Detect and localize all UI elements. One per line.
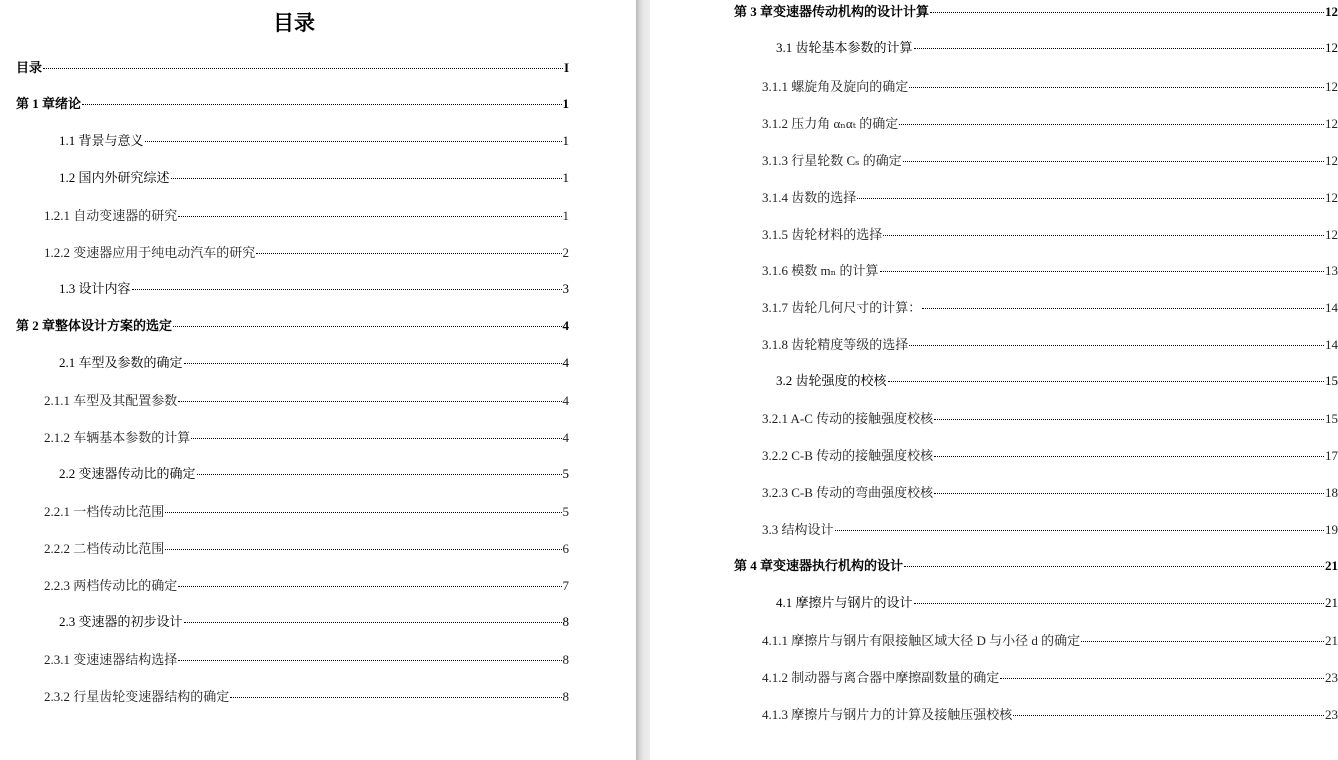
- toc-entry-page-number: 12: [1325, 116, 1338, 131]
- dot-leader: [914, 48, 1324, 49]
- toc-entry-label: 4.1.1 摩擦片与钢片有限接触区域大径 D 与小径 d 的确定: [762, 633, 1081, 648]
- toc-entry-1-2-2[interactable]: [44, 243, 569, 263]
- toc-entry-2-3[interactable]: [59, 612, 569, 632]
- toc-entry-label: 2.3 变速器的初步设计: [59, 614, 183, 629]
- dot-leader: [178, 216, 561, 217]
- toc-entry-page-number: 21: [1325, 633, 1338, 648]
- toc-entry-3-1-8[interactable]: [762, 335, 1338, 355]
- dot-leader: [904, 566, 1324, 567]
- toc-entry-page-number: 1: [562, 208, 569, 223]
- dot-leader: [165, 512, 561, 513]
- page-title: 目录: [273, 11, 315, 35]
- toc-entry-1-3[interactable]: [59, 279, 569, 299]
- toc-entry-2-2[interactable]: [59, 464, 569, 484]
- toc-entry-chapter-4[interactable]: [734, 556, 1338, 576]
- toc-entry-page-number: 14: [1325, 337, 1338, 352]
- toc-entry-4-1-1[interactable]: [762, 631, 1338, 651]
- toc-entry-label: 2.3.1 变速速器结构选择: [44, 652, 178, 667]
- toc-entry-label: 3.2.1 A-C 传动的接触强度校核: [762, 411, 934, 426]
- toc-entry-page-number: 8: [562, 652, 569, 667]
- toc-entry-3-1-6[interactable]: [762, 261, 1338, 281]
- dot-leader: [909, 87, 1324, 88]
- toc-entry-page-number: 23: [1325, 707, 1338, 722]
- dot-leader: [82, 104, 561, 105]
- toc-entry-4-1-2[interactable]: [762, 668, 1338, 688]
- toc-entry-2-2-2[interactable]: [44, 539, 569, 559]
- toc-entry-2-1-1[interactable]: [44, 391, 569, 411]
- toc-page-right: [650, 0, 1338, 760]
- dot-leader: [934, 419, 1324, 420]
- toc-entry-label: 3.1.1 螺旋角及旋向的确定: [762, 79, 909, 94]
- toc-entry-3-1-5[interactable]: [762, 225, 1338, 245]
- toc-entry-2-1[interactable]: [59, 353, 569, 373]
- toc-entry-4-1-3[interactable]: [762, 705, 1338, 725]
- toc-entry-3-1-2[interactable]: [762, 114, 1338, 134]
- toc-entry-label: 1.3 设计内容: [59, 281, 131, 296]
- toc-entry-label: 2.3.2 行星齿轮变速器结构的确定: [44, 689, 230, 704]
- toc-entry-3-1-3[interactable]: [762, 151, 1338, 171]
- toc-entry-label: 3.3 结构设计: [762, 522, 834, 537]
- toc-entry-page-number: 4: [562, 318, 569, 333]
- dot-leader: [1013, 715, 1324, 716]
- dot-leader: [1000, 678, 1324, 679]
- toc-entry-label: 3.2.3 C-B 传动的弯曲强度校核: [762, 485, 934, 500]
- toc-entry-label: 3.1.4 齿数的选择: [762, 190, 857, 205]
- toc-entry-1-2-1[interactable]: [44, 206, 569, 226]
- toc-entry-4-1[interactable]: [776, 593, 1338, 613]
- dot-leader: [930, 12, 1324, 13]
- toc-entry-3-1-7[interactable]: [762, 298, 1338, 318]
- toc-entry-label: 1.2 国内外研究综述: [59, 170, 170, 185]
- dot-leader: [934, 456, 1324, 457]
- dot-leader: [922, 308, 1324, 309]
- toc-entry-label: 3.1.3 行星轮数 Cₛ 的确定: [762, 153, 902, 168]
- toc-entry-2-1-2[interactable]: [44, 428, 569, 448]
- toc-entry-label: 第 1 章绪论: [16, 96, 82, 111]
- toc-entry-label: 1.2.1 自动变速器的研究: [44, 208, 178, 223]
- toc-entry-2-3-1[interactable]: [44, 650, 569, 670]
- toc-entry-page-number: 14: [1325, 300, 1338, 315]
- toc-entry-3-3[interactable]: [762, 520, 1338, 540]
- toc-entry-label: 2.2.3 两档传动比的确定: [44, 578, 178, 593]
- toc-entry-page-number: 2: [562, 245, 569, 260]
- toc-entry-label: 2.1 车型及参数的确定: [59, 355, 183, 370]
- dot-leader: [191, 438, 561, 439]
- toc-entry-label: 3.1.5 齿轮材料的选择: [762, 227, 883, 242]
- dot-leader: [132, 289, 562, 290]
- toc-entry-label: 2.2 变速器传动比的确定: [59, 466, 196, 481]
- dot-leader: [256, 253, 561, 254]
- toc-entry-label: 3.1.6 模数 mₙ 的计算: [762, 263, 879, 278]
- toc-entry-page-number: 12: [1325, 4, 1338, 19]
- toc-entry-page-number: 3: [562, 281, 569, 296]
- toc-entry-label: 1.1 背景与意义: [59, 133, 144, 148]
- toc-entry-page-number: 1: [562, 96, 569, 111]
- toc-entry-label: 2.2.2 二档传动比范围: [44, 541, 165, 556]
- toc-entry-page-number: 12: [1325, 40, 1338, 55]
- toc-entry-label: 1.2.2 变速器应用于纯电动汽车的研究: [44, 245, 256, 260]
- toc-entry-page-number: 4: [562, 355, 569, 370]
- dot-leader: [178, 660, 561, 661]
- dot-leader: [145, 141, 562, 142]
- dot-leader: [173, 326, 561, 327]
- toc-entry-page-number: 1: [562, 170, 569, 185]
- dot-leader: [880, 271, 1325, 272]
- toc-entry-page-number: 18: [1325, 485, 1338, 500]
- toc-entry-label: 3.1 齿轮基本参数的计算: [776, 40, 913, 55]
- toc-entry-3-2[interactable]: [776, 371, 1338, 391]
- page-gutter: [636, 0, 650, 760]
- toc-entry-label: 3.2 齿轮强度的校核: [776, 373, 887, 388]
- dot-leader: [899, 124, 1324, 125]
- dot-leader: [171, 178, 562, 179]
- dot-leader: [934, 493, 1324, 494]
- toc-entry-3-2-2[interactable]: [762, 446, 1338, 466]
- toc-entry-label: 3.1.8 齿轮精度等级的选择: [762, 337, 909, 352]
- toc-entry-label: 4.1 摩擦片与钢片的设计: [776, 595, 913, 610]
- toc-entry-1-2[interactable]: [59, 168, 569, 188]
- toc-entry-2-2-3[interactable]: [44, 576, 569, 596]
- toc-entry-label: 2.1.1 车型及其配置参数: [44, 393, 178, 408]
- toc-entry-page-number: 21: [1325, 595, 1338, 610]
- toc-entry-page-number: I: [563, 60, 569, 75]
- toc-entry-chapter-3[interactable]: [734, 2, 1338, 22]
- dot-leader: [888, 381, 1324, 382]
- toc-entry-page-number: 4: [562, 430, 569, 445]
- dot-leader: [1081, 641, 1324, 642]
- toc-entry-label: 目录: [16, 60, 43, 75]
- toc-entry-page-number: 21: [1325, 558, 1338, 573]
- toc-entry-label: 3.2.2 C-B 传动的接触强度校核: [762, 448, 934, 463]
- toc-entry-page-number: 12: [1325, 153, 1338, 168]
- toc-entry-3-2-1[interactable]: [762, 409, 1338, 429]
- toc-entry-page-number: 6: [562, 541, 569, 556]
- toc-entry-page-number: 4: [562, 393, 569, 408]
- dot-leader: [184, 622, 562, 623]
- toc-entry-3-2-3[interactable]: [762, 483, 1338, 503]
- dot-leader: [914, 603, 1324, 604]
- dot-leader: [184, 363, 562, 364]
- toc-entry-label: 4.1.3 摩擦片与钢片力的计算及接触压强校核: [762, 707, 1013, 722]
- toc-entry-label: 4.1.2 制动器与离合器中摩擦副数量的确定: [762, 670, 1000, 685]
- toc-entry-label: 2.1.2 车辆基本参数的计算: [44, 430, 191, 445]
- toc-entry-page-number: 13: [1325, 263, 1338, 278]
- dot-leader: [835, 530, 1324, 531]
- dot-leader: [178, 401, 561, 402]
- dot-leader: [178, 586, 561, 587]
- toc-entry-label: 3.1.7 齿轮几何尺寸的计算：: [762, 300, 922, 315]
- toc-entry-page-number: 8: [562, 614, 569, 629]
- toc-entry-2-2-1[interactable]: [44, 502, 569, 522]
- dot-leader: [197, 474, 562, 475]
- toc-entry-page-number: 23: [1325, 670, 1338, 685]
- dot-leader: [909, 345, 1324, 346]
- toc-entry-page-number: 15: [1325, 411, 1338, 426]
- toc-entry-page-number: 5: [562, 504, 569, 519]
- toc-entry-label: 第 4 章变速器执行机构的设计: [734, 558, 904, 573]
- toc-entry-page-number: 15: [1325, 373, 1338, 388]
- dot-leader: [903, 161, 1324, 162]
- toc-page-left: [0, 0, 636, 760]
- toc-entry-page-number: 8: [562, 689, 569, 704]
- dot-leader: [230, 697, 561, 698]
- toc-entry-label: 第 3 章变速器传动机构的设计计算: [734, 4, 930, 19]
- dot-leader: [883, 235, 1324, 236]
- toc-entry-1-1[interactable]: [59, 131, 569, 151]
- toc-entry-2-3-2[interactable]: [44, 687, 569, 707]
- toc-entry-page-number: 7: [562, 578, 569, 593]
- toc-entry-contents[interactable]: [16, 58, 569, 78]
- toc-entry-page-number: 17: [1325, 448, 1338, 463]
- toc-entry-page-number: 1: [562, 133, 569, 148]
- toc-entry-page-number: 12: [1325, 79, 1338, 94]
- toc-entry-3-1-4[interactable]: [762, 188, 1338, 208]
- toc-entry-label: 2.2.1 一档传动比范围: [44, 504, 165, 519]
- toc-entry-label: 3.1.2 压力角 αₙαₜ 的确定: [762, 116, 899, 131]
- toc-entry-label: 第 2 章整体设计方案的选定: [16, 318, 173, 333]
- toc-entry-chapter-1[interactable]: [16, 94, 569, 114]
- toc-entry-page-number: 5: [562, 466, 569, 481]
- toc-entry-3-1-1[interactable]: [762, 77, 1338, 97]
- dot-leader: [857, 198, 1324, 199]
- dot-leader: [165, 549, 561, 550]
- dot-leader: [43, 68, 563, 69]
- toc-entry-3-1[interactable]: [776, 38, 1338, 58]
- toc-entry-chapter-2[interactable]: [16, 316, 569, 336]
- toc-entry-page-number: 12: [1325, 227, 1338, 242]
- toc-entry-page-number: 12: [1325, 190, 1338, 205]
- toc-entry-page-number: 19: [1325, 522, 1338, 537]
